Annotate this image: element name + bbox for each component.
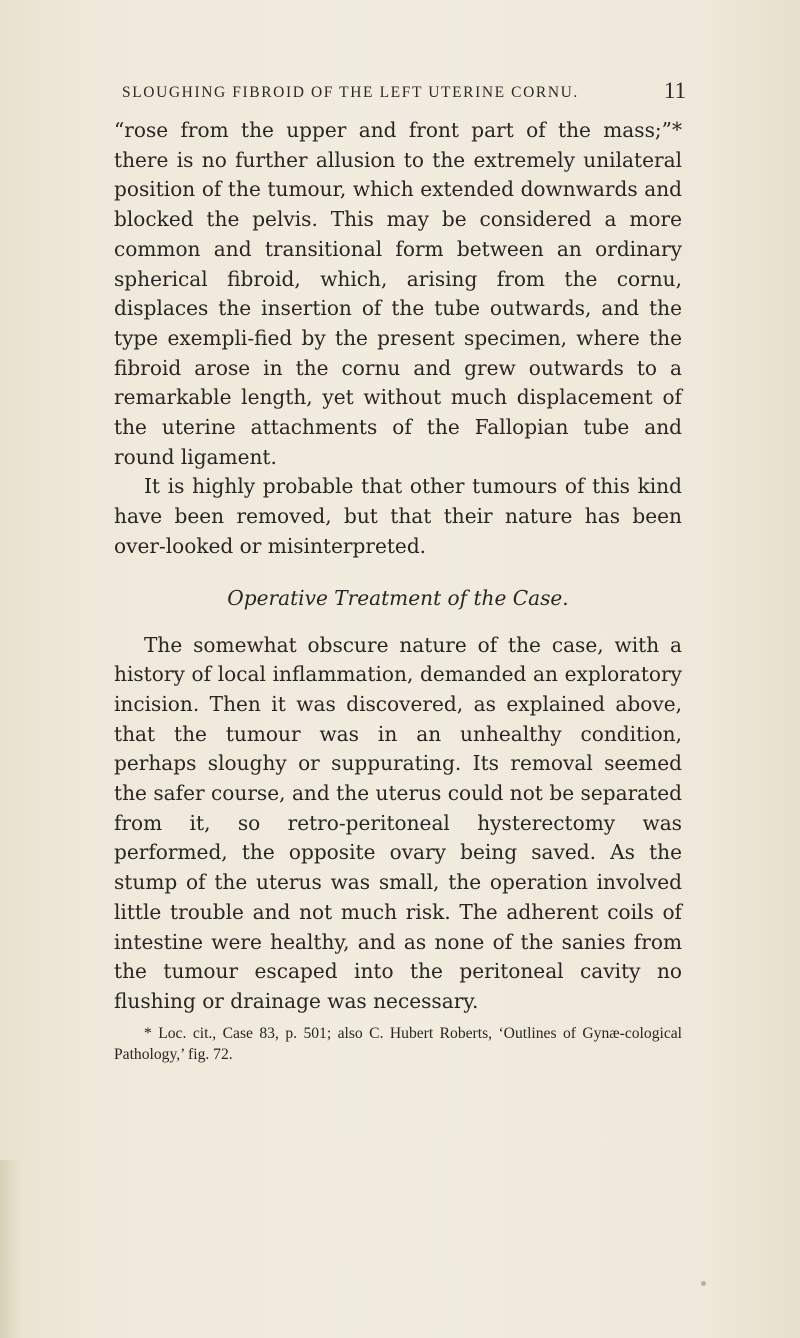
section-heading: Operative Treatment of the Case. <box>227 585 569 610</box>
paragraph-1: “rose from the upper and front part of the mass;”* there is no further allusion to the extremely unilateral position of the tumour, which extended downwards and blocked the pelvis. This may be considered a more common and transitional form between an ordinary spherical fibroid, which, arising from the cornu, displaces the insertion of the tube outwards, and the type exempli-fied by the present specimen, where the fibroid arose in the cornu and grew outwards to a remarkable length, yet without much displacement of the uterine attachments of the Fallopian tube and round ligament. <box>114 118 682 469</box>
running-head <box>114 76 686 112</box>
running-title: SLOUGHING FIBROID OF THE LEFT UTERINE CORNU. <box>122 84 579 101</box>
page-number: 11 <box>663 78 686 103</box>
paragraph-3: The somewhat obscure nature of the case, with a history of local inflammation, demanded an exploratory incision. Then it was discovered, as explained above, that the tumour was in an unhealthy condition, perhaps sloughy or suppurating. Its removal seemed the safer course, and the uterus could not be separated from it, so retro-peritoneal hysterectomy was performed, the opposite ovary being saved. As the stump of the uterus was small, the operation involved little trouble and not much risk. The adherent coils of intestine were healthy, and as none of the sanies from the tumour escaped into the peritoneal cavity no flushing or drainage was necessary. <box>114 632 682 1013</box>
page-speck <box>701 1281 706 1286</box>
footnote: * Loc. cit., Case 83, p. 501; also C. Hubert Roberts, ‘Outlines of Gynæ-cological Pathology,’ fig. 72. <box>114 1024 682 1063</box>
paragraph-2: It is highly probable that other tumours of this kind have been removed, but that their nature has been over-looked or misinterpreted. <box>114 474 682 558</box>
page-stain <box>0 1160 22 1338</box>
body-text <box>114 116 682 1017</box>
